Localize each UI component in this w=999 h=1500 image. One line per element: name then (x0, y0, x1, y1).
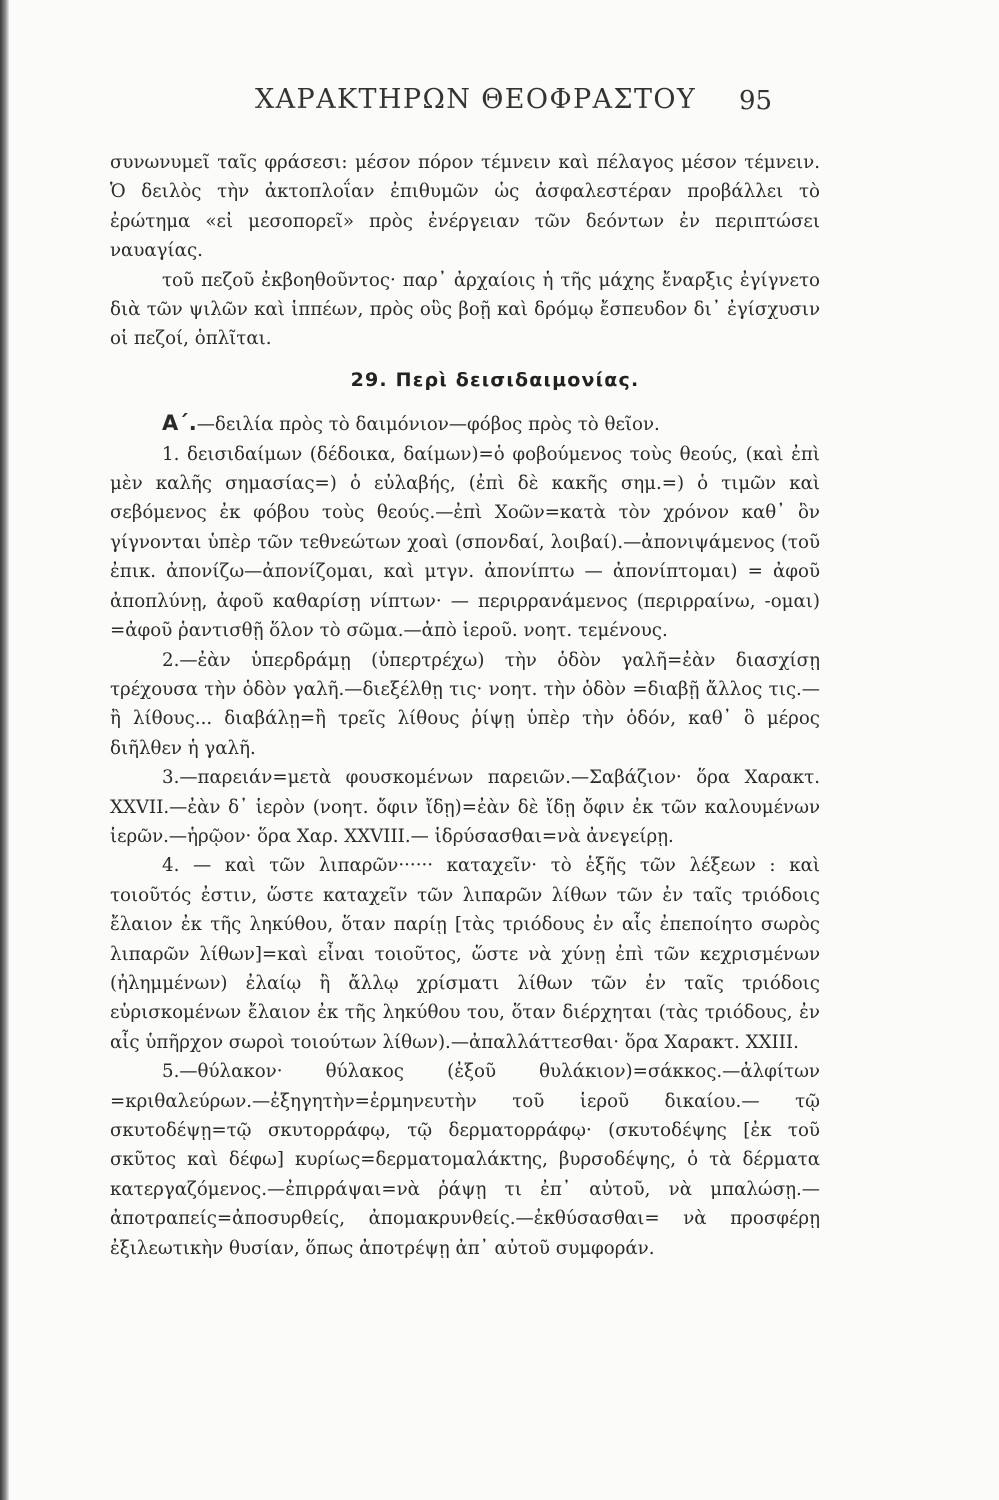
alpha-marker: Α´. (162, 411, 197, 436)
page-binding-edge (0, 0, 9, 1500)
note-1: 1. δεισιδαίμων (δέδοικα, δαίμων)=ὁ φοβούμενος τοὺς θεούς, (καὶ ἐπὶ μὲν καλῆς σημασίας=) ὁ εὐλαβής, (ἐπὶ δὲ κακῆς σημ.=) ὁ τιμῶν καὶ σεβόμενος ἐκ φόβου τοὺς θεούς.—ἐπὶ Χοῶν=κατὰ τὸν χρόνον καθ᾽ ὃν γίγνονται ὑπὲρ τῶν τεθνεώτων χοαὶ (σπονδαί, λοιβαί).—ἀπονιψάμενος (τοῦ ἐπικ. ἀπονίζω—ἀπονίζομαι, καὶ μτγν. ἀπονίπτω — ἀπονίπτομαι) = ἀφοῦ ἀποπλύνῃ, ἀφοῦ καθαρίσῃ νίπτων· — περιρρανάμενος (περιρραίνω, -ομαι) =ἀφοῦ ῥαντισθῇ ὅλον τὸ σῶμα.—ἀπὸ ἱεροῦ. νοητ. τεμένους. (110, 443, 820, 642)
note-3: 3.—παρειάν=μετὰ φουσκομένων παρειῶν.—Σαβάζιον· ὅρα Χαρακτ. XXVII.—ἐὰν δ᾽ ἱερὸν (νοητ. ὄφιν ἴδῃ)=ἐὰν δὲ ἴδῃ ὄφιν ἐκ τῶν καλουμένων ἱερῶν.—ἡρῷον· ὅρα Χαρ. XXVIII.— ἱδρύσασθαι=νὰ ἀνεγείρῃ. (110, 767, 820, 847)
note-2: 2.—ἐὰν ὑπερδράμῃ (ὑπερτρέχω) τὴν ὁδὸν γαλῆ=ἐὰν διασχίσῃ τρέχουσα τὴν ὁδὸν γαλῆ.—διεξέλθῃ τις· νοητ. τὴν ὁδὸν =διαβῇ ἄλλος τις.— ἢ λίθους... διαβάλῃ=ἢ τρεῖς λίθους ῥίψῃ ὑπὲρ τὴν ὁδόν, καθ᾽ ὃ μέρος διῆλθεν ἡ γαλῆ. (110, 649, 820, 759)
note-5: 5.—θύλακον· θύλακος (ἐξοῦ θυλάκιον)=σάκκος.—ἀλφίτων =κριθαλεύρων.—ἐξηγητὴν=ἑρμηνευτὴν τοῦ ἱεροῦ δικαίου.— τῷ σκυτοδέψῃ=τῷ σκυτορράφῳ, τῷ δερματορράφῳ· (σκυτοδέψης [ἐκ τοῦ σκῦτος καὶ δέφω] κυρίως=δερματομαλάκτης, βυρσοδέψης, ὁ τὰ δέρματα κατεργαζόμενος.—ἐπιρράψαι=νὰ ῥάψῃ τι ἐπ᾽ αὐτοῦ, νὰ μπαλώσῃ.—ἀποτραπείς=ἀποσυρθείς, ἀπομακρυνθείς.—ἐκθύσασθαι= νὰ προσφέρῃ ἐξιλεωτικὴν θυσίαν, ὅπως ἀποτρέψῃ ἀπ᾽ αὐτοῦ συμφοράν. (110, 1061, 820, 1259)
section-heading: 29. Περὶ δεισιδαιμονίας. (350, 368, 640, 391)
section-alpha-line (110, 409, 820, 439)
note-4: 4. — καὶ τῶν λιπαρῶν······ καταχεῖν· τὸ ἑξῆς τῶν λέξεων : καὶ τοιοῦτός ἐστιν, ὥστε καταχεῖν τῶν λιπαρῶν λίθων τῶν ἐν ταῖς τριόδοις ἔλαιον ἐκ τῆς ληκύθου, ὅταν παρίῃ [τὰς τριόδους ἐν αἷς ἐπεποίητο σωρὸς λιπαρῶν λίθων]=καὶ εἶναι τοιοῦτος, ὥστε νὰ χύνῃ ἐπὶ τῶν κεχρισμένων (ἠλημμένων) ἐλαίῳ ἢ ἄλλῳ χρίσματι λίθων τῶν ἐν ταῖς τριόδοις εὑρισκομένων ἔλαιον ἐκ τῆς ληκύθου του, ὅταν διέρχηται (τὰς τριόδους, ἐν αἷς ὑπῆρχον σωροὶ τοιούτων λίθων).—ἀπαλλάττεσθαι· ὅρα Χαρακτ. XXIII. (110, 855, 820, 1053)
commentary-text (110, 148, 820, 1263)
paragraph-continuation: συνωνυμεῖ ταῖς φράσεσι: μέσον πόρον τέμνειν καὶ πέλαγος μέσον τέμνειν. Ὁ δειλὸς τὴν ἀκτοπλοΐαν ἐπιθυμῶν ὡς ἀσφαλεστέραν προβάλλει τὸ ἐρώτημα «εἰ μεσοπορεῖ» πρὸς ἐνέργειαν τῶν δεόντων ἐν περιπτώσει ναυαγίας. (110, 152, 820, 262)
page-number: 95 (739, 86, 773, 116)
alpha-definition: —δειλία πρὸς τὸ δαιμόνιον—φόβος πρὸς τὸ θεῖον. (196, 414, 660, 436)
running-header-title: ΧΑΡΑΚΤΗΡΩΝ ΘΕΟΦΡΑΣΤΟΥ (255, 84, 697, 115)
paragraph-pezou: τοῦ πεζοῦ ἐκβοηθοῦντος· παρ᾽ ἀρχαίοις ἡ τῆς μάχης ἔναρξις ἐγίγνετο διὰ τῶν ψιλῶν καὶ ἱππέων, πρὸς οὓς βοῇ καὶ δρόμῳ ἔσπευδον δι᾽ ἐγίσχυσιν οἱ πεζοί, ὁπλῖται. (110, 269, 820, 350)
